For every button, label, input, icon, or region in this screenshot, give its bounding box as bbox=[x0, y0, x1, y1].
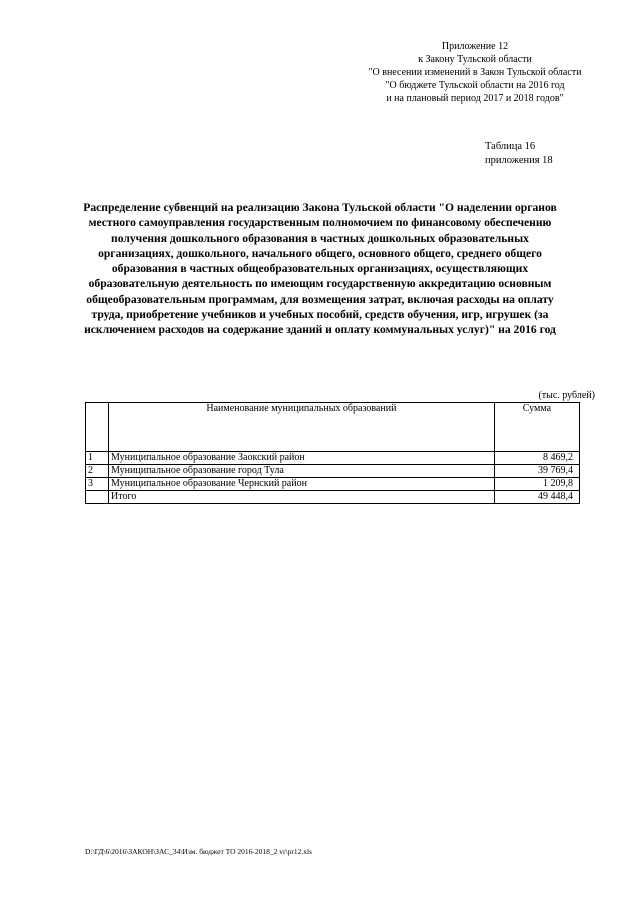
header-name-cell: Наименование муниципальных образований bbox=[109, 403, 495, 452]
table-row bbox=[86, 465, 580, 478]
appendix-line-3: "О внесении изменений в Закон Тульской области bbox=[368, 67, 582, 78]
row-num: 3 bbox=[86, 478, 109, 491]
row-num: 2 bbox=[86, 465, 109, 478]
table-ref-line-2: приложения 18 bbox=[485, 155, 553, 166]
table-row bbox=[86, 452, 580, 465]
table-ref-line-1: Таблица 16 bbox=[485, 141, 536, 152]
total-sum: 49 448,4 bbox=[494, 491, 579, 504]
total-label: Итого bbox=[109, 491, 495, 504]
subsidy-table bbox=[85, 402, 580, 504]
table-header-row bbox=[86, 403, 580, 452]
header-num-cell bbox=[86, 403, 109, 452]
appendix-line-5: и на плановый период 2017 и 2018 годов" bbox=[386, 93, 564, 104]
header-sum-cell: Сумма bbox=[494, 403, 579, 452]
row-num: 1 bbox=[86, 452, 109, 465]
row-name: Муниципальное образование город Тула bbox=[109, 465, 495, 478]
row-sum: 1 209,8 bbox=[494, 478, 579, 491]
total-num bbox=[86, 491, 109, 504]
appendix-line-2: к Закону Тульской области bbox=[418, 54, 532, 65]
row-sum: 39 769,4 bbox=[494, 465, 579, 478]
row-name: Муниципальное образование Чернский район bbox=[109, 478, 495, 491]
row-sum: 8 469,2 bbox=[494, 452, 579, 465]
unit-label: (тыс. рублей) bbox=[538, 390, 595, 401]
file-path-footer: D:\ГД\6\2016\ЗАКОН\ЗАС_34\Изм. бюджет ТО 2016-2018_2 vr\pr12.xls bbox=[85, 847, 312, 856]
appendix-line-1: Приложение 12 bbox=[441, 41, 509, 52]
table-total-row bbox=[86, 491, 580, 504]
table-row bbox=[86, 478, 580, 491]
table-reference bbox=[485, 140, 595, 168]
row-name: Муниципальное образование Заокский район bbox=[109, 452, 495, 465]
appendix-line-4: "О бюджете Тульской области на 2016 год bbox=[385, 80, 565, 91]
appendix-header bbox=[360, 40, 590, 105]
document-title: Распределение субвенций на реализацию Закона Тульской области "О наделении органов местного самоуправления государственным полномочием по финансовому обеспечению получения дошкольного образования в частных дошкольных образовательных организациях, дошкольного, начального общего, основного общего, среднего общего образования в частных общеобразовательных организациях, осуществляющих образовательную деятельность по имеющим государственную аккредитацию основным общеобразовательным программам, для возмещения затрат, включая расходы на оплату труда, приобретение учебников и учебных пособий, средств обучения, игр, игрушек (за исключением расходов на содержание зданий и оплату коммунальных услуг)" на 2016 год bbox=[83, 201, 557, 337]
